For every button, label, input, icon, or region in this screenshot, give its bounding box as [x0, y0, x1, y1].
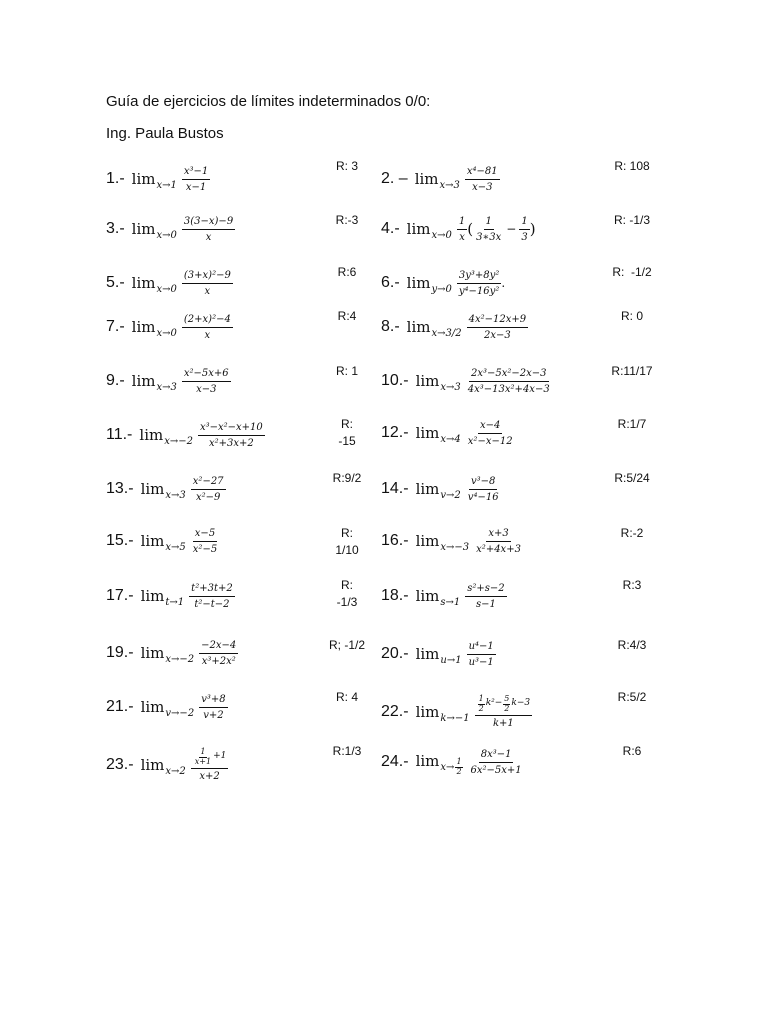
limit-subscript: x→3: [440, 382, 461, 393]
coef-denominator: 2: [504, 703, 510, 713]
limit-operator: [140, 756, 186, 777]
exercise-number: 16.-: [381, 532, 409, 549]
lim-word: lim: [140, 644, 165, 662]
answer-11: R: -15: [338, 417, 356, 448]
lim-word: lim: [415, 480, 440, 498]
exercise-number: 15.-: [106, 532, 134, 549]
answer-8: R: 0: [620, 309, 644, 323]
fraction: [191, 476, 226, 503]
fraction: [199, 640, 238, 667]
lim-word: lim: [131, 220, 156, 238]
limit-operator: [415, 480, 461, 501]
limit-subscript: x→0: [156, 230, 177, 241]
exercise-7: [106, 307, 233, 347]
lim-word: lim: [406, 274, 431, 292]
limit-subscript: x→3/2: [431, 328, 462, 339]
exercise-11: [106, 415, 265, 455]
exercise-number: 22.-: [381, 703, 409, 720]
exercise-1: [106, 159, 210, 199]
limit-subscript-var: x→: [440, 761, 455, 773]
fraction: [199, 694, 227, 721]
exercise-number: 21.-: [106, 698, 134, 715]
subscript-numerator: 1: [456, 757, 462, 767]
answer-10: R:11/17: [611, 364, 653, 378]
limit-operator: [140, 698, 195, 719]
fraction: [182, 368, 231, 395]
limit-subscript: x→0: [431, 230, 452, 241]
coef-numerator: 5: [504, 694, 510, 704]
inline-fraction: [194, 748, 212, 766]
numerator: 8x³−1: [479, 749, 514, 763]
denominator: t²−t−2: [194, 598, 230, 610]
exercise-24: [381, 742, 524, 782]
fraction: [189, 583, 235, 610]
inner-denominator: x+1: [194, 756, 212, 766]
numerator: 1: [519, 216, 529, 230]
lim-word: lim: [139, 426, 164, 444]
exercise-number: 2. –: [381, 170, 408, 187]
fraction: [465, 583, 506, 610]
denominator: 4x³−13x²+4x−3: [467, 383, 550, 395]
exercise-number: 8.-: [381, 318, 400, 335]
close-paren: ): [529, 220, 536, 238]
denominator: 2x−3: [484, 329, 511, 341]
answer-20: R:4/3: [617, 638, 647, 652]
lim-word: lim: [140, 532, 165, 550]
answer-13: R:9/2: [332, 471, 362, 485]
denominator: x+2: [199, 770, 220, 782]
limit-operator: [131, 318, 177, 339]
fraction: [182, 216, 235, 243]
fraction: [182, 270, 233, 297]
lim-word: lim: [415, 587, 440, 605]
exercise-15: [106, 521, 219, 561]
denominator: x²−9: [195, 491, 221, 503]
exercise-number: 14.-: [381, 480, 409, 497]
fraction: [182, 166, 210, 193]
denominator: 6x²−5x+1: [470, 764, 522, 776]
denominator: u³−1: [468, 656, 494, 668]
answer-7: R:4: [337, 309, 357, 323]
denominator: y⁴−16y²: [458, 285, 500, 297]
answer-9: R: 1: [335, 364, 359, 378]
denominator: k+1: [492, 717, 514, 729]
answer-18: R:3: [622, 578, 642, 592]
exercise-19: [106, 633, 238, 673]
lim-word: lim: [131, 318, 156, 336]
exercise-14: [381, 469, 501, 509]
numerator: x⁴−81: [465, 166, 500, 180]
numerator: x³−1: [182, 166, 210, 180]
fraction: [465, 166, 500, 193]
limit-subscript: x→3: [156, 382, 177, 393]
exercise-22: [381, 692, 532, 732]
limit-operator: [415, 587, 461, 608]
limit-subscript: x→1: [156, 180, 177, 191]
denominator: x−3: [472, 181, 493, 193]
numerator: t²+3t+2: [189, 583, 235, 597]
limit-operator: [415, 645, 462, 666]
numerator: s²+s−2: [465, 583, 506, 597]
denominator: x−3: [196, 383, 217, 395]
limit-operator: [406, 318, 462, 339]
fraction: [457, 270, 501, 297]
page-title: Guía de ejercicios de límites indeterminados 0/0:: [106, 93, 431, 110]
answer-23: R:1/3: [332, 744, 362, 758]
exercise-number: 18.-: [381, 587, 409, 604]
answer-19: R; -1/2: [328, 638, 366, 652]
trailing-period: .: [501, 276, 506, 290]
answer-21: R: 4: [335, 690, 359, 704]
exercise-number: 10.-: [381, 372, 409, 389]
limit-subscript: x→0: [156, 284, 177, 295]
denominator: x³+2x²: [201, 655, 236, 667]
answer-14: R:5/24: [614, 471, 650, 485]
limit-operator: [140, 480, 186, 501]
fraction: [474, 528, 523, 555]
lim-word: lim: [131, 372, 156, 390]
lim-word: lim: [131, 274, 156, 292]
fraction: [466, 368, 552, 395]
denominator: x²−5: [192, 543, 218, 555]
limit-subscript: u→1: [440, 655, 462, 666]
limit-subscript: x→−2: [164, 436, 193, 447]
limit-operator: [131, 372, 177, 393]
coef-denominator: 2: [478, 703, 484, 713]
limit-subscript: y→0: [431, 284, 452, 295]
numerator: (2+x)²−4: [182, 314, 233, 328]
numerator: −2x−4: [199, 640, 238, 654]
exercise-number: 3.-: [106, 220, 125, 237]
numerator: (3+x)²−9: [182, 270, 233, 284]
numerator-term: +1: [213, 751, 227, 762]
exercise-4: [381, 209, 536, 249]
fraction: [467, 314, 529, 341]
limit-operator: [140, 532, 186, 553]
limit-operator: [131, 220, 177, 241]
exercise-number: 13.-: [106, 480, 134, 497]
lim-word: lim: [415, 424, 440, 442]
exercise-number: 20.-: [381, 645, 409, 662]
answer-6: R: -1/2: [612, 265, 652, 279]
denominator: v⁴−16: [467, 491, 499, 503]
denominator: x²+4x+3: [476, 543, 521, 555]
exercise-18: [381, 576, 507, 616]
fraction: [466, 420, 515, 447]
lim-word: lim: [131, 170, 156, 188]
limit-operator: [131, 170, 177, 191]
numerator: 1: [484, 216, 494, 230]
denominator: x: [204, 285, 211, 297]
exercise-9: [106, 361, 231, 401]
numerator: 1: [457, 216, 467, 230]
answer-24: R:6: [622, 744, 642, 758]
coef-numerator: 1: [478, 694, 484, 704]
exercise-12: [381, 413, 515, 453]
subscript-denominator: 2: [456, 766, 462, 776]
answer-22: R:5/2: [617, 690, 647, 704]
limit-subscript: v→−2: [165, 708, 195, 719]
exercise-number: 4.-: [381, 220, 400, 237]
numerator: [191, 748, 229, 769]
denominator: x: [205, 231, 212, 243]
lim-word: lim: [415, 372, 440, 390]
limit-operator: [139, 426, 193, 447]
fraction: [469, 749, 524, 776]
answer-2: R: 108: [614, 159, 650, 173]
numerator: x³−x²−x+10: [198, 422, 265, 436]
numerator: 3y³+8y²: [457, 270, 501, 284]
answer-5: R:6: [337, 265, 357, 279]
inline-fraction: [455, 758, 462, 776]
answer-3: R:-3: [335, 213, 359, 227]
exercise-13: [106, 469, 226, 509]
fraction: [191, 528, 219, 555]
lim-word: lim: [406, 220, 431, 238]
limit-subscript: x→3: [165, 490, 186, 501]
limit-operator: [415, 751, 464, 776]
numerator: 4x²−12x+9: [467, 314, 529, 328]
answer-1: R: 3: [335, 159, 359, 173]
limit-subscript: x→−2: [165, 654, 195, 665]
lim-word: lim: [140, 698, 165, 716]
limit-operator: [415, 372, 461, 393]
exercise-number: 7.-: [106, 318, 125, 335]
exercise-17: [106, 576, 235, 616]
denominator: 3∗3x: [476, 231, 502, 243]
limit-subscript: x→3: [439, 180, 460, 191]
denominator: x²−x−12: [467, 435, 513, 447]
exercise-21: [106, 687, 228, 727]
denominator: x: [204, 329, 211, 341]
numerator: u⁴−1: [467, 641, 496, 655]
exercise-8: [381, 307, 528, 347]
limit-subscript: v→2: [440, 490, 461, 501]
limit-operator: [415, 532, 470, 553]
lim-word: lim: [414, 170, 439, 188]
numerator: 2x³−5x²−2x−3: [469, 368, 549, 382]
limit-subscript: x→5: [165, 542, 186, 553]
exercise-5: [106, 263, 233, 303]
limit-subscript: x→4: [440, 434, 461, 445]
limit-subscript: [440, 758, 463, 776]
exercise-number: 24.-: [381, 753, 409, 770]
exercise-16: [381, 521, 523, 561]
lim-word: lim: [140, 480, 165, 498]
exercise-number: 17.-: [106, 587, 134, 604]
limit-operator: [415, 424, 461, 445]
denominator: s−1: [476, 598, 496, 610]
limit-subscript: x→2: [165, 766, 186, 777]
answer-16: R:-2: [620, 526, 644, 540]
limit-operator: [415, 703, 470, 724]
exercise-number: 23.-: [106, 756, 134, 773]
exercise-2: [381, 159, 500, 199]
inline-fraction: [503, 695, 510, 713]
numerator: x−4: [478, 420, 502, 434]
answer-12: R:1/7: [617, 417, 647, 431]
fraction: [191, 748, 229, 782]
limit-subscript: s→1: [440, 597, 461, 608]
minus-sign: −: [506, 222, 517, 236]
numerator: v³−8: [469, 476, 497, 490]
fraction: [457, 216, 467, 243]
exercise-number: 1.-: [106, 170, 125, 187]
exercise-6: [381, 263, 505, 303]
denominator: x²+3x+2: [209, 437, 254, 449]
fraction: [466, 476, 501, 503]
limit-operator: [406, 220, 452, 241]
limit-operator: [131, 274, 177, 295]
exercise-number: 9.-: [106, 372, 125, 389]
limit-subscript: k→−1: [440, 713, 470, 724]
inner-numerator: 1: [200, 747, 206, 757]
lim-word: lim: [415, 703, 440, 721]
limit-subscript: t→1: [165, 597, 185, 608]
limit-operator: [406, 274, 452, 295]
fraction: [474, 216, 503, 243]
numerator: v³+8: [199, 694, 227, 708]
denominator: 3: [521, 231, 528, 243]
lim-word: lim: [415, 751, 440, 770]
exercise-number: 12.-: [381, 424, 409, 441]
denominator: x−1: [185, 181, 207, 193]
numerator: x²−5x+6: [182, 368, 231, 382]
exercise-10: [381, 361, 552, 401]
exercise-number: 6.-: [381, 274, 400, 291]
exercise-3: [106, 209, 235, 249]
fraction: [182, 314, 233, 341]
limit-subscript: x→−3: [440, 542, 470, 553]
fraction: [198, 422, 265, 449]
numerator: x²−27: [191, 476, 226, 490]
exercise-number: 11.-: [106, 426, 133, 443]
limit-operator: [140, 587, 185, 608]
lim-word: lim: [415, 645, 440, 663]
fraction: [519, 216, 529, 243]
inline-fraction: [478, 695, 485, 713]
numerator-term: k²−: [485, 698, 503, 709]
numerator: 3(3−x)−9: [182, 216, 235, 230]
limit-subscript: x→0: [156, 328, 177, 339]
exercise-number: 19.-: [106, 644, 134, 661]
denominator: x: [459, 231, 465, 243]
exercise-20: [381, 634, 496, 674]
answer-17: R: -1/3: [336, 578, 358, 609]
open-paren: (: [467, 220, 474, 238]
author-line: Ing. Paula Bustos: [106, 125, 224, 142]
limit-operator: [140, 644, 195, 665]
numerator: x+3: [486, 528, 510, 542]
lim-word: lim: [140, 587, 165, 605]
numerator: x−5: [193, 528, 217, 542]
denominator: v+2: [203, 709, 224, 721]
lim-word: lim: [140, 756, 165, 774]
fraction: [475, 695, 533, 729]
lim-word: lim: [415, 532, 440, 550]
exercise-23: [106, 745, 228, 785]
lim-word: lim: [406, 318, 431, 336]
numerator: [475, 695, 533, 716]
limit-operator: [414, 170, 460, 191]
answer-4: R: -1/3: [613, 213, 651, 227]
fraction: [467, 641, 496, 668]
exercise-number: 5.-: [106, 274, 125, 291]
answer-15: R: 1/10: [335, 526, 359, 557]
numerator-term: k−3: [511, 698, 531, 709]
